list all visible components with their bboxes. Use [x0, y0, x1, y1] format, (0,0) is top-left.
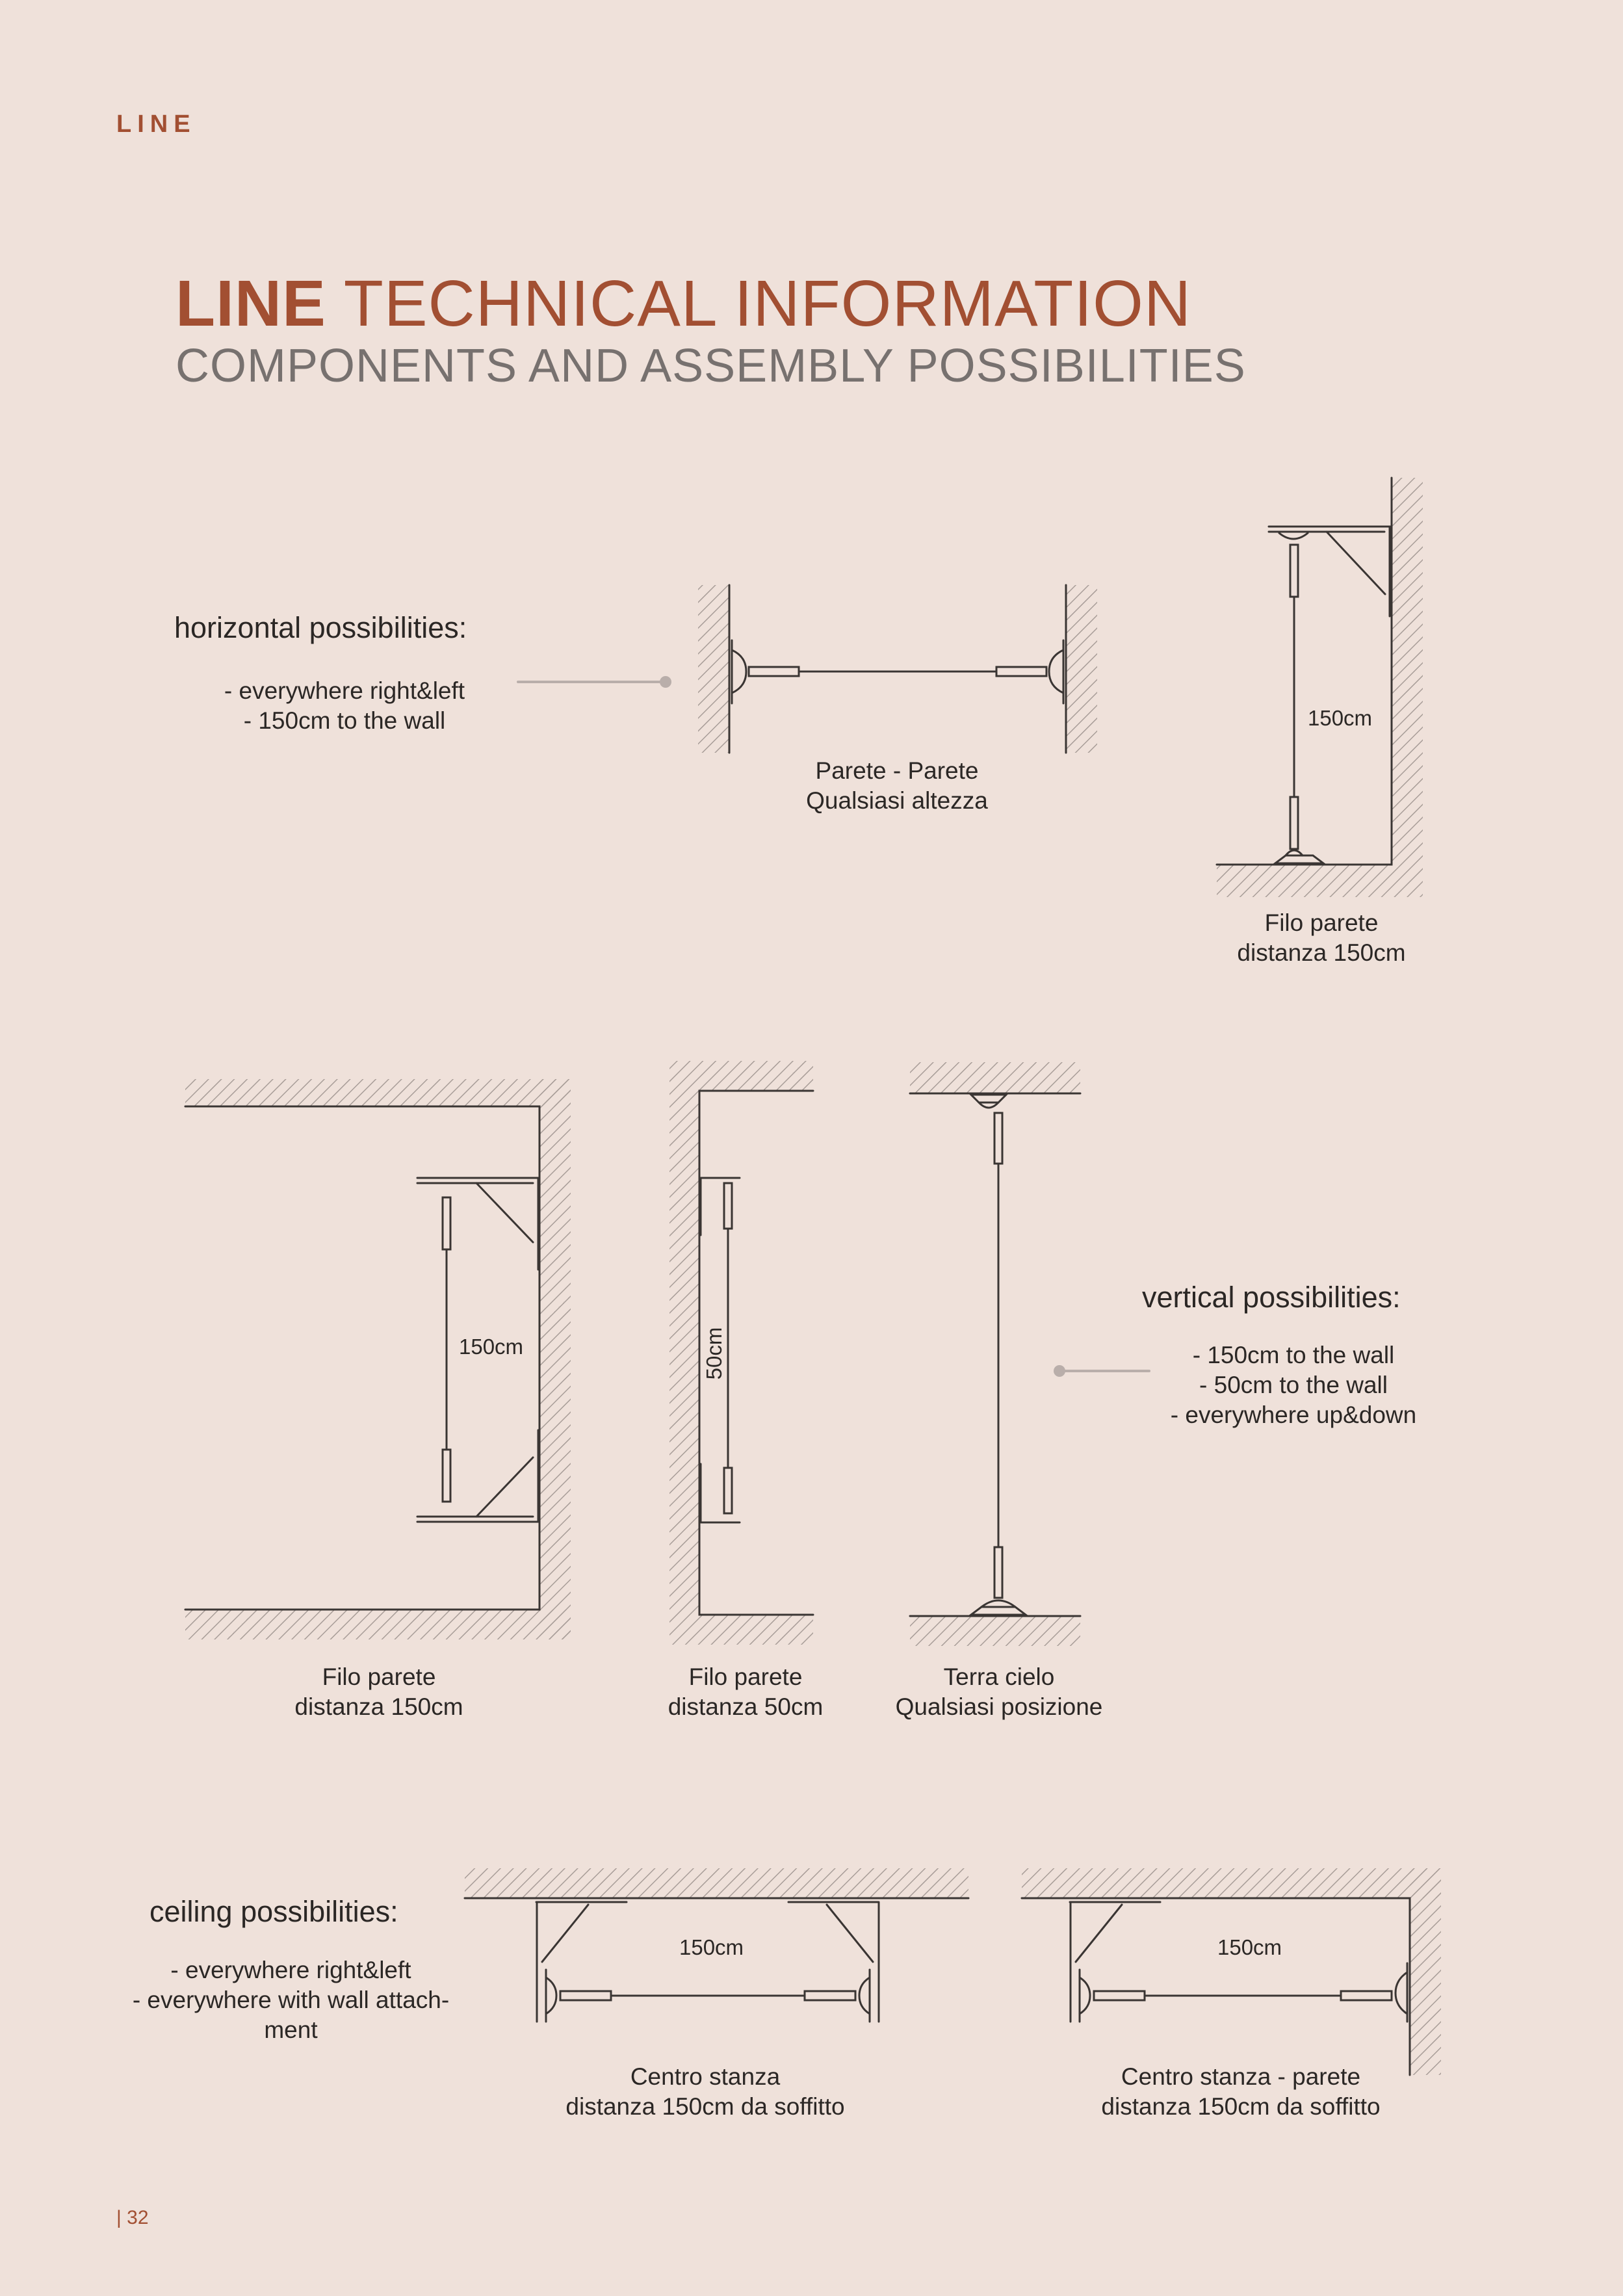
caption-line: distanza 50cm	[668, 1693, 824, 1720]
caption-line: Qualsiasi posizione	[895, 1693, 1103, 1720]
bullet: - 50cm to the wall	[1199, 1372, 1388, 1398]
caption-line: Terra cielo	[943, 1663, 1055, 1690]
diagram-floor-ceiling	[910, 1062, 1080, 1646]
ceiling-heading: ceiling possibilities:	[149, 1895, 398, 1928]
horizontal-heading: horizontal possibilities:	[174, 611, 467, 644]
caption-line: distanza 150cm da soffitto	[565, 2093, 845, 2120]
title-rest: TECHNICAL INFORMATION	[326, 267, 1192, 340]
caption-line: distanza 150cm da soffitto	[1101, 2093, 1381, 2120]
bullet: - 150cm to the wall	[243, 707, 446, 734]
diagram-wall-flush-150	[185, 1079, 571, 1639]
bullet: ment	[264, 2016, 318, 2043]
diagram-wall-flush-50	[669, 1061, 813, 1645]
measure-label-wall-flush-top: 150cm	[1308, 706, 1373, 730]
vertical-pointer	[1054, 1365, 1149, 1377]
page-number: | 32	[116, 2207, 149, 2228]
diagram-wall-wall	[698, 585, 1097, 753]
horizontal-pointer	[518, 676, 671, 688]
title-bold: LINE	[175, 267, 326, 340]
bullet: - everywhere up&down	[1170, 1402, 1417, 1428]
caption-line: Parete - Parete	[815, 757, 979, 784]
vertical-heading: vertical possibilities:	[1142, 1281, 1401, 1314]
diagram-ceiling-wall	[1022, 1868, 1441, 2075]
measure-label-ceiling-center: 150cm	[679, 1935, 744, 1959]
bullet: - 150cm to the wall	[1192, 1342, 1395, 1368]
caption-line: Filo parete	[688, 1663, 803, 1690]
caption-line: Filo parete	[322, 1663, 436, 1690]
diagram-wall-flush-top	[1217, 478, 1423, 897]
caption-line: Qualsiasi altezza	[806, 787, 988, 814]
caption-line: Centro stanza	[630, 2063, 781, 2090]
bullet: - everywhere right&left	[170, 1957, 411, 1983]
measure-label-wall-flush-50: 50cm	[702, 1327, 726, 1380]
caption-line: distanza 150cm	[294, 1693, 463, 1720]
measure-label-wall-flush-150: 150cm	[459, 1335, 524, 1359]
bullet: - everywhere right&left	[224, 677, 465, 704]
caption-line: Filo parete	[1264, 909, 1379, 936]
brand-label: LINE	[116, 111, 196, 138]
bullet: - everywhere with wall attach-	[132, 1987, 450, 2013]
measure-label-ceiling-wall: 150cm	[1217, 1935, 1282, 1959]
caption-line: Centro stanza - parete	[1121, 2063, 1361, 2090]
caption-line: distanza 150cm	[1237, 939, 1406, 966]
page-subtitle: COMPONENTS AND ASSEMBLY POSSIBILITIES	[175, 340, 1246, 392]
